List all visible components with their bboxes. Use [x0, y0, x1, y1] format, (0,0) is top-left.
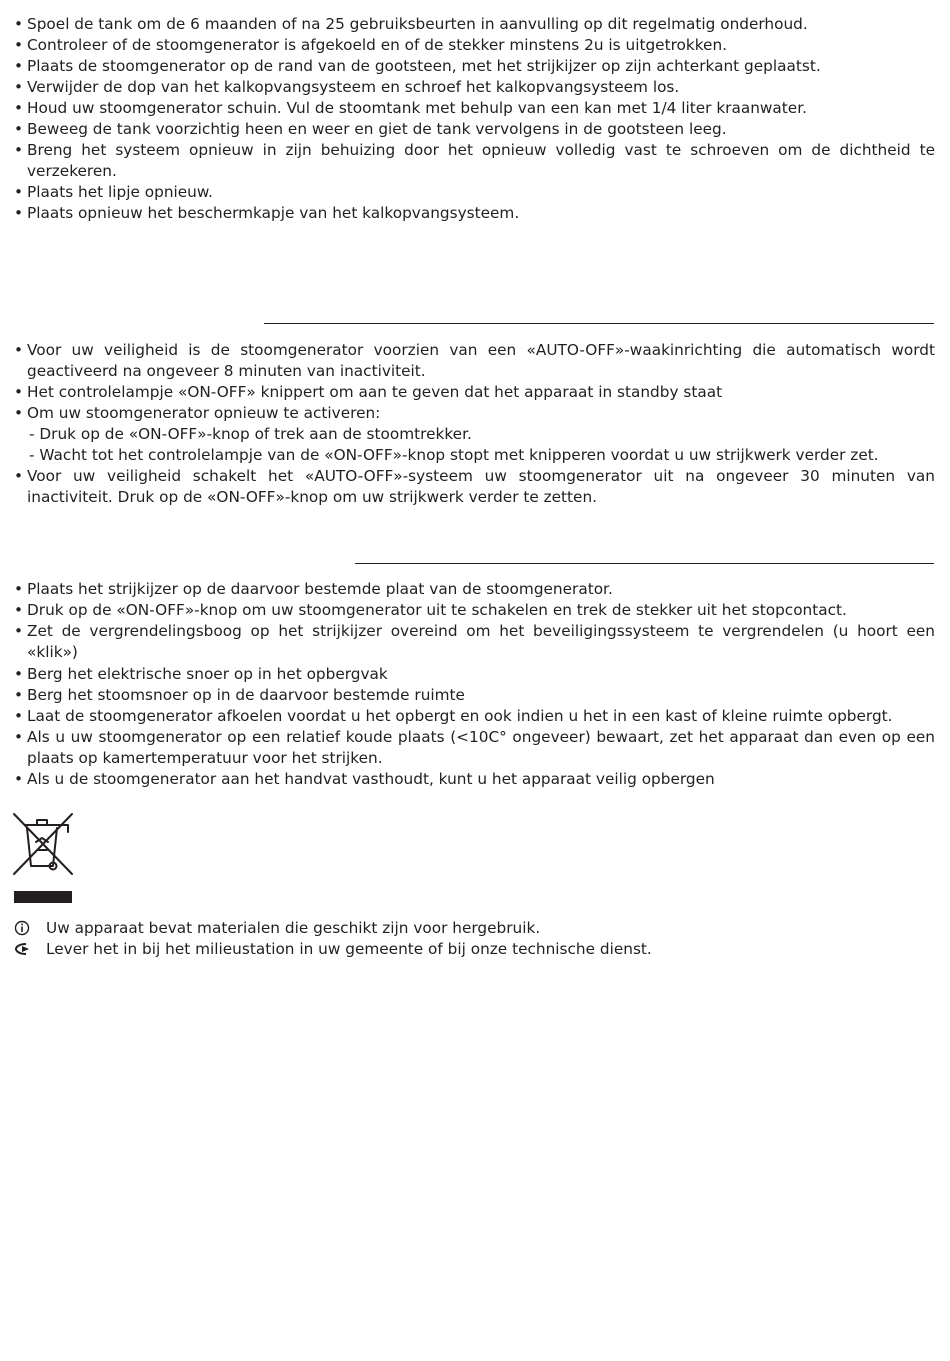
note-info	[14, 918, 935, 939]
info-icon	[14, 920, 30, 936]
bullet: •	[14, 204, 24, 222]
bullet: •	[14, 36, 24, 54]
list-item: • Als u uw stoomgenerator op een relatief koude plaats (<10C° ongeveer) bewaart, zet het apparaat dan even op een plaats op kamertemperatuur voor het strijken.	[14, 728, 935, 767]
list-item: • Om uw stoomgenerator opnieuw te activeren: - Druk op de «ON-OFF»-knop of trek aan de stoomtrekker. - Wacht tot het controlelampje van de «ON-OFF»-knop stopt met knipperen voordat u uw strijkwerk verder zet.	[14, 403, 935, 466]
sub-item: - Druk op de «ON-OFF»-knop of trek aan de stoomtrekker.	[29, 425, 472, 443]
note-arrow	[14, 939, 935, 960]
storage-list-b	[14, 664, 935, 790]
bullet: •	[14, 341, 24, 359]
bullet: •	[14, 404, 24, 422]
list-item: • Berg het stoomsnoer op in de daarvoor bestemde ruimte	[14, 686, 465, 704]
cleaning-list	[14, 14, 935, 224]
bullet: •	[14, 78, 24, 96]
bullet: •	[14, 601, 24, 619]
list-item: • Druk op de «ON-OFF»-knop om uw stoomgenerator uit te schakelen en trek de stekker uit het stopcontact.	[14, 601, 847, 619]
note-arrow-text: Lever het in bij het milieustation in uw gemeente of bij onze technische dienst.	[46, 940, 652, 958]
list-item: • Verwijder de dop van het kalkopvangsysteem en schroef het kalkopvangsysteem los.	[14, 78, 680, 96]
section-divider	[355, 563, 934, 564]
list-item: • Houd uw stoomgenerator schuin. Vul de stoomtank met behulp van een kan met 1/4 liter kraanwater.	[14, 99, 807, 117]
list-item: • Beweeg de tank voorzichtig heen en weer en giet de tank vervolgens in de gootsteen leeg.	[14, 120, 727, 138]
bullet: •	[14, 57, 24, 75]
list-item: • Plaats het strijkijzer op de daarvoor bestemde plaat van de stoomgenerator.	[14, 580, 613, 598]
bullet: •	[14, 120, 24, 138]
list-item: • Spoel de tank om de 6 maanden of na 25 gebruiksbeurten in aanvulling op dit regelmatig onderhoud.	[14, 15, 808, 33]
list-item: • Plaats het lipje opnieuw.	[14, 183, 213, 201]
list-item: • Breng het systeem opnieuw in zijn behuizing door het opnieuw volledig vast te schroeven om de dichtheid te verzekeren.	[14, 141, 935, 180]
bullet: •	[14, 622, 24, 640]
bullet: •	[14, 383, 24, 401]
bullet: •	[14, 770, 24, 788]
storage-list-a	[14, 579, 935, 663]
curved-arrow-icon	[14, 941, 30, 957]
weee-bin-icon	[12, 812, 74, 904]
auto-off-list	[14, 340, 935, 508]
bullet: •	[14, 686, 24, 704]
sub-item: - Wacht tot het controlelampje van de «ON-OFF»-knop stopt met knipperen voordat u uw strijkwerk verder zet.	[29, 446, 879, 464]
list-item: • Als u de stoomgenerator aan het handvat vasthoudt, kunt u het apparaat veilig opbergen	[14, 770, 715, 788]
list-item: • Het controlelampje «ON-OFF» knippert om aan te geven dat het apparaat in standby staat	[14, 383, 723, 401]
list-item: • Voor uw veiligheid is de stoomgenerator voorzien van een «AUTO-OFF»-waakinrichting die automatisch wordt geactiveerd na ongeveer 8 minuten van inactiviteit.	[14, 341, 935, 380]
environment-notes	[14, 918, 935, 960]
bullet: •	[14, 580, 24, 598]
list-item: • Berg het elektrische snoer op in het opbergvak	[14, 665, 388, 683]
list-item: • Zet de vergrendelingsboog op het strijkijzer overeind om het beveiligingssysteem te vergrendelen (u hoort een «klik»)	[14, 622, 935, 661]
bullet: •	[14, 141, 24, 159]
bullet: •	[14, 665, 24, 683]
bullet: •	[14, 183, 24, 201]
section-divider	[264, 323, 934, 324]
list-item: • Plaats opnieuw het beschermkapje van het kalkopvangsysteem.	[14, 204, 520, 222]
note-info-text: Uw apparaat bevat materialen die geschikt zijn voor hergebruik.	[46, 919, 541, 937]
bullet: •	[14, 99, 24, 117]
bullet: •	[14, 728, 24, 746]
bullet: •	[14, 707, 24, 725]
bullet: •	[14, 467, 24, 485]
list-item: • Plaats de stoomgenerator op de rand van de gootsteen, met het strijkijzer op zijn achterkant geplaatst.	[14, 57, 821, 75]
list-item: • Controleer of de stoomgenerator is afgekoeld en of de stekker minstens 2u is uitgetrokken.	[14, 36, 728, 54]
list-item: • Voor uw veiligheid schakelt het «AUTO-OFF»-systeem uw stoomgenerator uit na ongeveer 30 minuten van inactiviteit. Druk op de «ON-OFF»-knop om uw strijkwerk verder te zetten.	[14, 467, 935, 506]
list-item: • Laat de stoomgenerator afkoelen voordat u het opbergt en ook indien u het in een kast of kleine ruimte opbergt.	[14, 707, 893, 725]
bullet: •	[14, 15, 24, 33]
